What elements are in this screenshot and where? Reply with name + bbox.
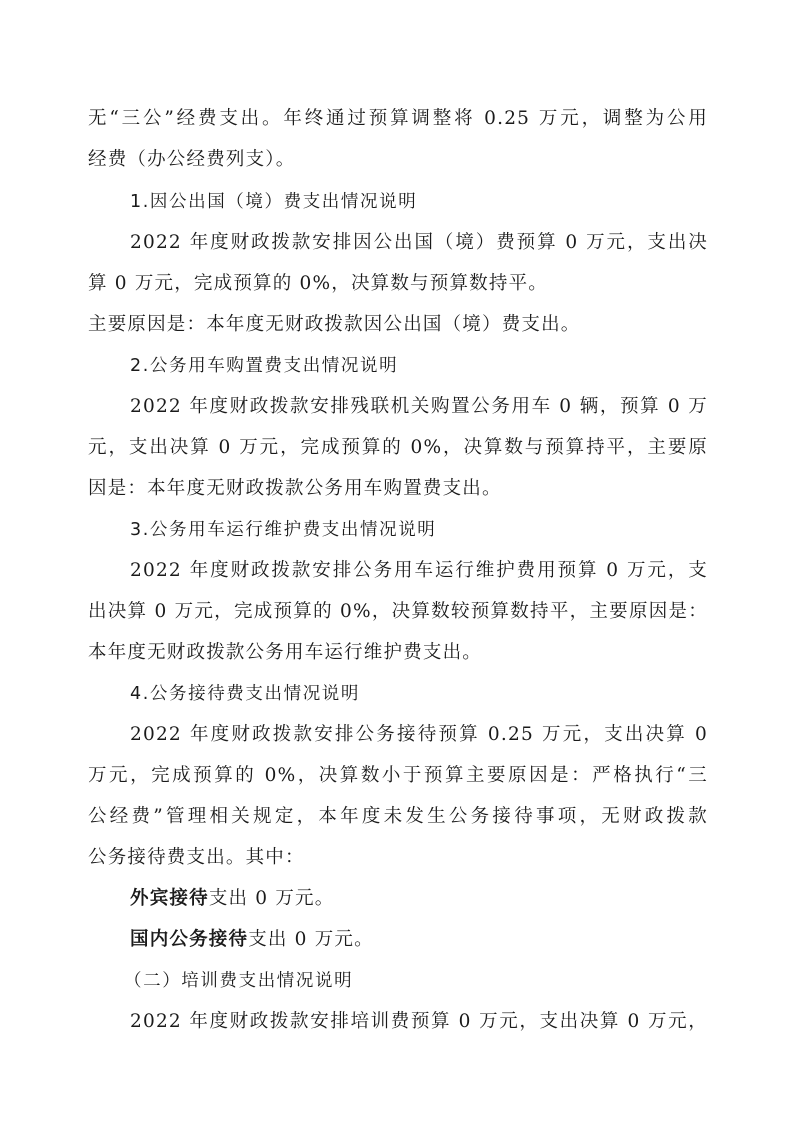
- section-heading: 1.因公出国（境）费支出情况说明: [130, 192, 418, 212]
- domestic-reception-line: [130, 927, 708, 953]
- paragraph-line: 2022 年度财政拨款安排培训费预算 0 万元，支出决算 0 万元，: [130, 1011, 708, 1032]
- paragraph-line: 2022 年度财政拨款安排公务用车运行维护费用预算 0 万元，支: [130, 560, 708, 581]
- paragraph-line: 公经费”管理相关规定，本年度未发生公务接待事项，无财政拨款: [88, 806, 708, 827]
- paragraph-line: 元，支出决算 0 万元，完成预算的 0%，决算数与预算持平，主要原: [88, 437, 708, 458]
- paragraph-line: 主要原因是：本年度无财政拨款因公出国（境）费支出。: [88, 314, 581, 335]
- paragraph-line: 2022 年度财政拨款安排残联机关购置公务用车 0 辆，预算 0 万: [130, 396, 708, 417]
- foreign-reception-line: [130, 886, 708, 912]
- paragraph-line: 算 0 万元，完成预算的 0%，决算数与预算数持平。: [88, 273, 548, 294]
- paragraph-line: 本年度无财政拨款公务用车运行维护费支出。: [88, 642, 483, 663]
- paragraph-line: 经费（办公经费列支）。: [88, 149, 296, 170]
- paragraph-line: 公务接待费支出。其中：: [88, 847, 305, 868]
- paragraph-line: 无“三公”经费支出。年终通过预算调整将 0.25 万元，调整为公用: [88, 108, 708, 129]
- section-heading: 3.公务用车运行维护费支出情况说明: [130, 520, 437, 540]
- paragraph-line: 2022 年度财政拨款安排公务接待预算 0.25 万元，支出决算 0: [130, 724, 708, 745]
- section-heading: 2.公务用车购置费支出情况说明: [130, 356, 399, 376]
- foreign-reception-label: 外宾接待: [130, 888, 209, 909]
- domestic-reception-label: 国内公务接待: [130, 929, 249, 950]
- paragraph-line: 2022 年度财政拨款安排因公出国（境）费预算 0 万元，支出决: [130, 232, 708, 253]
- domestic-reception-text: 支出 0 万元。: [248, 929, 374, 950]
- foreign-reception-text: 支出 0 万元。: [208, 888, 335, 909]
- paragraph-line: 出决算 0 万元，完成预算的 0%，决算数较预算数持平，主要原因是：: [88, 601, 708, 622]
- paragraph-line: 因是：本年度无财政拨款公务用车购置费支出。: [88, 478, 502, 499]
- section-heading: 4.公务接待费支出情况说明: [130, 684, 360, 704]
- section-heading: （二）培训费支出情况说明: [124, 971, 354, 991]
- paragraph-line: 万元，完成预算的 0%，决算数小于预算主要原因是：严格执行“三: [88, 765, 708, 786]
